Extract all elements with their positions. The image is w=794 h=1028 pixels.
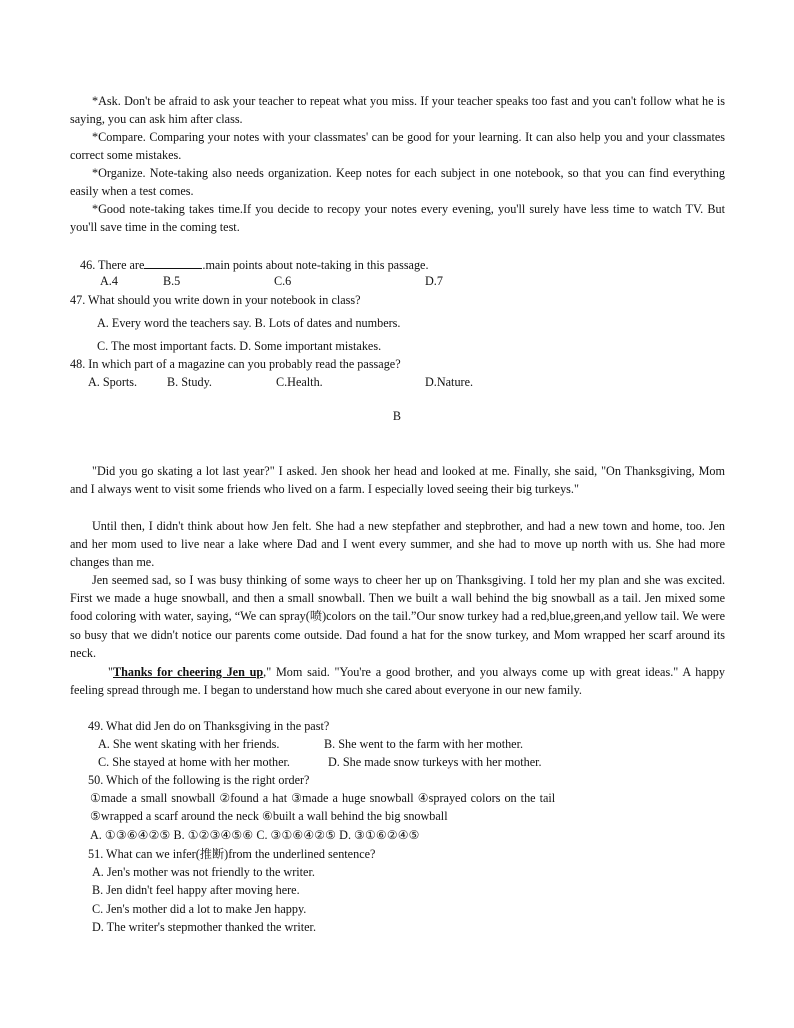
- question-51-option-a: A. Jen's mother was not friendly to the writer.: [92, 865, 315, 879]
- question-50-options: A. ①③⑥④②⑤ B. ①②③④⑤⑥ C. ③①⑥④②⑤ D. ③①⑥②④⑤: [90, 828, 420, 842]
- question-50-steps-line-2: ⑤wrapped a scarf around the neck ⑥built a wall behind the big snowball: [90, 809, 448, 823]
- question-49-options-line-2: [98, 754, 598, 770]
- question-51-option-d: D. The writer's stepmother thanked the writer.: [92, 920, 316, 934]
- paragraph-ask: *Ask. Don't be afraid to ask your teacher to repeat what you miss. If your teacher speaks too fast and you can't follow what he is saying, you can ask him after class.: [70, 94, 725, 127]
- paragraph-b4-rest: ," Mom said. "You're a good brother, and you always come up with great ideas." A happy feeling spread through me. I began to understand how much she cared about everyone in our new family.: [70, 665, 725, 698]
- option-d: D. She made snow turkeys with her mother.: [328, 755, 542, 769]
- section-heading-b: B: [392, 409, 402, 423]
- paragraph-b2: Until then, I didn't think about how Jen felt. She had a new stepfather and stepbrother, and had a new town and home, too. Jen and her mom used to live near a lake where Dad and I went every summer, and she had to move up north with us. She had more changes than me.: [70, 519, 725, 570]
- opening-quote: ": [108, 665, 113, 679]
- question-51-option-c: C. Jen's mother did a lot to make Jen happy.: [92, 902, 307, 916]
- question-50-stem: 50. Which of the following is the right order?: [88, 773, 310, 787]
- option-b: B. Study.: [167, 375, 212, 389]
- question-49-options-line-1: [98, 736, 598, 752]
- paragraph-good-note-taking: *Good note-taking takes time.If you decide to recopy your notes every evening, you'll surely have less time to watch TV. But you'll save time in the coming test.: [70, 202, 725, 235]
- question-50-steps-line-1: ①made a small snowball ②found a hat ③made a huge snowball ④sprayed colors on the tail: [90, 791, 556, 805]
- option-c: C. She stayed at home with her mother.: [98, 755, 290, 769]
- paragraph-organize: *Organize. Note-taking also needs organization. Keep notes for each subject in one notebook, so that you can find everything easily when a test comes.: [70, 166, 725, 199]
- question-49-stem: 49. What did Jen do on Thanksgiving in the past?: [88, 719, 330, 733]
- question-46-stem-end: .main points about note-taking in this passage.: [202, 258, 429, 272]
- option-a: A.4: [100, 274, 118, 288]
- paragraph-b1: "Did you go skating a lot last year?" I asked. Jen shook her head and looked at me. Finally, she said, "On Thanksgiving, Mom and I always went to visit some friends who lived on a farm. I especially loved seeing their big turkeys.": [70, 464, 725, 497]
- underlined-sentence: Thanks for cheering Jen up: [112, 665, 264, 679]
- question-48-stem: 48. In which part of a magazine can you probably read the passage?: [70, 357, 401, 371]
- question-51-option-b: B. Jen didn't feel happy after moving here.: [92, 883, 300, 897]
- question-46-options: [100, 273, 500, 289]
- question-46-stem: [80, 257, 429, 273]
- option-a: A. She went skating with her friends.: [98, 737, 280, 751]
- question-47-options-line-2: C. The most important facts. D. Some important mistakes.: [97, 339, 382, 353]
- option-c: C.Health.: [276, 375, 323, 389]
- answer-blank: [144, 258, 202, 269]
- option-d: D.Nature.: [425, 375, 474, 389]
- question-47-options-line-1: A. Every word the teachers say. B. Lots of dates and numbers.: [97, 316, 401, 330]
- question-48-options: [88, 374, 508, 390]
- option-b: B. She went to the farm with her mother.: [324, 737, 524, 751]
- paragraph-b4: [70, 663, 725, 699]
- question-51-stem: 51. What can we infer(推断)from the underlined sentence?: [88, 847, 376, 861]
- option-b: B.5: [163, 274, 181, 288]
- paragraph-b3: Jen seemed sad, so I was busy thinking of some ways to cheer her up on Thanksgiving. I told her my plan and she was excited. First we made a huge snowball, and then a small snowball. Then we built a wall behind the big snowball as a tail. Jen mixed some food coloring with water, saying, “We can spray(喷)colors on the tail.”Our snow turkey had a red,blue,green,and yellow tail. We were so busy that we didn't notice our parents come outside. Dad found a hat for the snow turkey, and Mom wrapped her scarf around its neck.: [70, 573, 725, 660]
- paragraph-compare: *Compare. Comparing your notes with your classmates' can be good for your learning. It can also help you and your classmates correct some mistakes.: [70, 130, 725, 163]
- question-46-stem-start: 46. There are: [80, 258, 145, 272]
- option-c: C.6: [274, 274, 292, 288]
- option-d: D.7: [425, 274, 443, 288]
- question-47-stem: 47. What should you write down in your notebook in class?: [70, 293, 361, 307]
- option-a: A. Sports.: [88, 375, 138, 389]
